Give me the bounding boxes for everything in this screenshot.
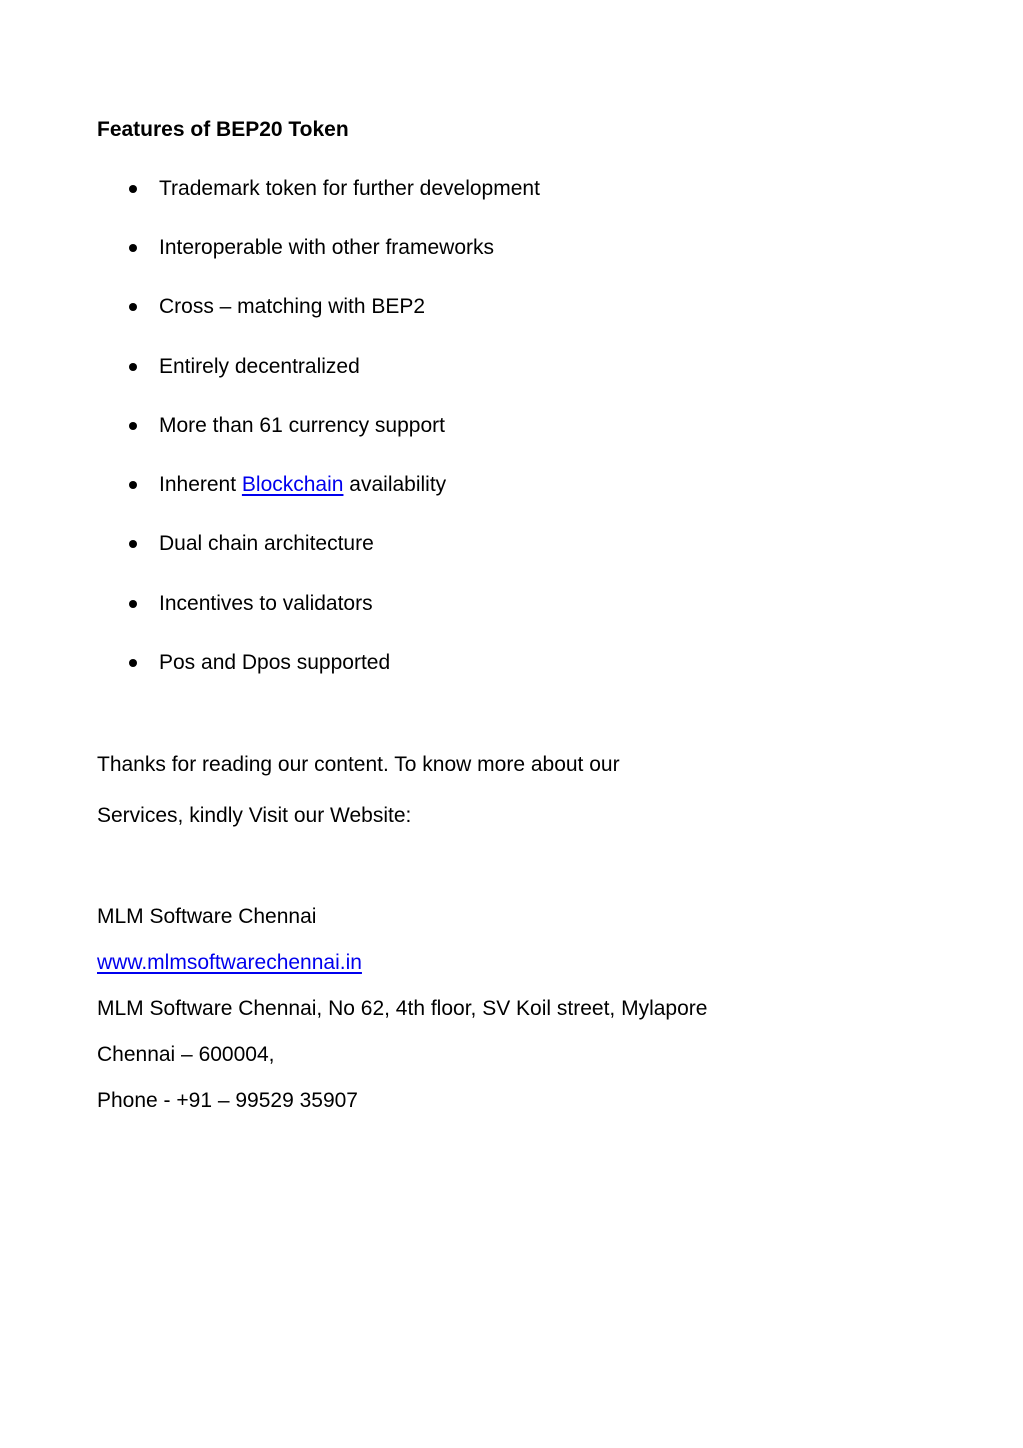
closing-line-1: Thanks for reading our content. To know more about our: [97, 753, 620, 776]
address-line-1: MLM Software Chennai, No 62, 4th floor, SV Koil street, Mylapore: [97, 997, 708, 1020]
bullet-icon: [129, 422, 137, 430]
feature-text: Interoperable with other frameworks: [159, 236, 494, 259]
section-heading: Features of BEP20 Token: [97, 118, 349, 141]
phone-number: Phone - +91 – 99529 35907: [97, 1089, 358, 1112]
bullet-icon: [129, 244, 137, 252]
feature-text: Pos and Dpos supported: [159, 651, 391, 674]
company-name: MLM Software Chennai: [97, 905, 317, 928]
bullet-icon: [129, 600, 137, 608]
feature-text-before: Inherent: [159, 473, 242, 496]
website-link[interactable]: www.mlmsoftwarechennai.in: [97, 951, 362, 974]
bullet-icon: [129, 303, 137, 311]
bullet-icon: [129, 659, 137, 667]
feature-text: Cross – matching with BEP2: [159, 295, 426, 318]
feature-text: [159, 471, 446, 499]
feature-text: Entirely decentralized: [159, 355, 360, 378]
feature-text: Incentives to validators: [159, 592, 373, 615]
bullet-icon: [129, 481, 137, 489]
feature-text: More than 61 currency support: [159, 414, 445, 437]
feature-text-after: availability: [343, 473, 447, 496]
bullet-icon: [129, 185, 137, 193]
bullet-icon: [129, 363, 137, 371]
bullet-icon: [129, 540, 137, 548]
closing-line-2: Services, kindly Visit our Website:: [97, 804, 412, 827]
address-line-2: Chennai – 600004,: [97, 1043, 275, 1066]
blockchain-link[interactable]: Blockchain: [241, 473, 344, 496]
feature-text: Trademark token for further development: [159, 177, 540, 200]
feature-text: Dual chain architecture: [159, 532, 374, 555]
